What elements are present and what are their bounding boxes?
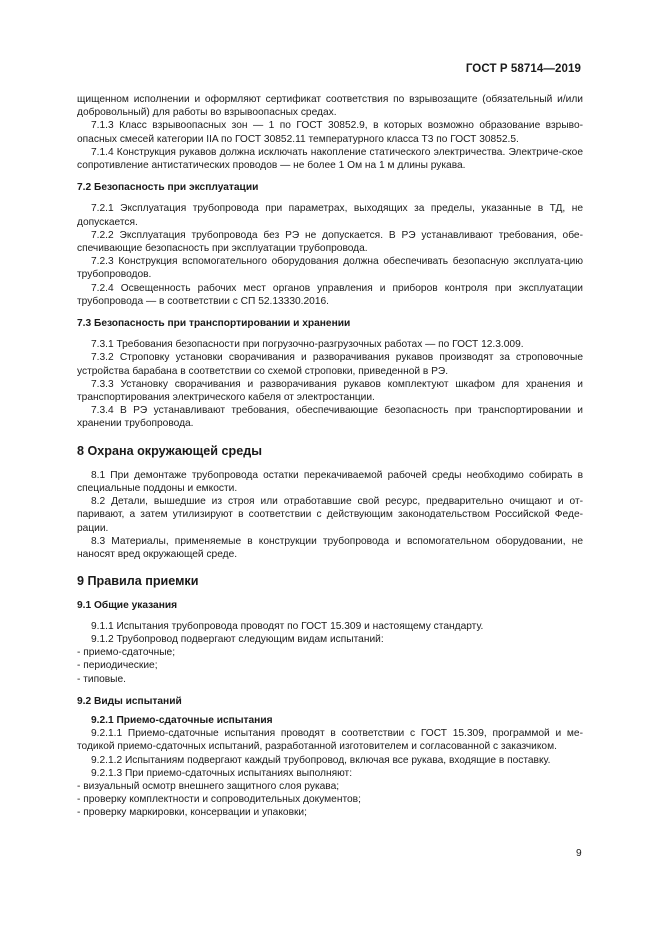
paragraph-9-2-1-1: 9.2.1.1 Приемо-сдаточные испытания проводят в соответствии с ГОСТ 15.309, программой и ме-тодикой приемо-сдаточных испытаний, разработанной изготовителем и согласованной с заказчиком.: [77, 728, 583, 753]
heading-section-9: 9 Правила приемки: [77, 574, 199, 589]
paragraph-7-3-1: 7.3.1 Требования безопасности при погрузочно-разгрузочных работах — по ГОСТ 12.3.009.: [91, 339, 524, 351]
heading-7-3: 7.3 Безопасность при транспортировании и хранении: [77, 318, 351, 330]
list-item: - периодические;: [77, 660, 158, 672]
paragraph-7-2-3: 7.2.3 Конструкция вспомогательного оборудования должна обеспечивать безопасную эксплуата-цию трубопроводов.: [77, 256, 583, 281]
paragraph-7-1-3: 7.1.3 Класс взрывоопасных зон — 1 по ГОСТ 30852.9, в которых возможно образование взрыво-опасных смесей категории IIA по ГОСТ 30852.11 температурного класса Т3 по ГОСТ 30852.5.: [77, 120, 583, 145]
paragraph-7-1-4: 7.1.4 Конструкция рукавов должна исключать накопление статического электричества. Электриче-ское сопротивление антистатических проводов — не более 1 Ом на 1 м длины рукава.: [77, 146, 583, 172]
page-number: 9: [576, 848, 582, 859]
paragraph-8-3: 8.3 Материалы, применяемые в конструкции трубопровода и вспомогательном оборудовании, не наносят вред окружающей среде.: [77, 535, 583, 561]
paragraph-9-2-1-3: 9.2.1.3 При приемо-сдаточных испытаниях выполняют:: [91, 767, 353, 779]
list-item: - визуальный осмотр внешнего защитного слоя рукава;: [77, 780, 340, 792]
list-item: - типовые.: [77, 673, 126, 685]
heading-9-2: 9.2 Виды испытаний: [77, 695, 182, 707]
paragraph-8-1: 8.1 При демонтаже трубопровода остатки перекачиваемой рабочей среды необходимо собирать в специальные поддоны и емкости.: [77, 469, 583, 495]
paragraph-7-3-4: 7.3.4 В РЭ устанавливают требования, обеспечивающие безопасность при транспортировании и хранении трубопровода.: [77, 405, 583, 430]
document-body: [77, 93, 583, 820]
paragraph-9-1-2: 9.1.2 Трубопровод подвергают следующим видам испытаний:: [91, 633, 384, 645]
paragraph-9-2-1-2: 9.2.1.2 Испытаниям подвергают каждый трубопровод, включая все рукава, входящие в поставку.: [91, 754, 551, 766]
page-header: ГОСТ Р 58714—2019: [465, 63, 581, 75]
paragraph-7-2-4: 7.2.4 Освещенность рабочих мест органов управления и приборов контроля при эксплуатации трубопровода — в соответствии с СП 52.13330.2016.: [77, 282, 583, 307]
paragraph-7-3-3: 7.3.3 Установку сворачивания и разворачивания рукавов комплектуют шкафом для хранения и транспортирования электрического кабеля от электростанции.: [77, 378, 583, 404]
heading-9-1: 9.1 Общие указания: [77, 599, 178, 611]
paragraph-7-2-2: 7.2.2 Эксплуатация трубопровода без РЭ не допускается. В РЭ устанавливают требования, обе-спечивающие безопасность при эксплуатации трубопровода.: [77, 229, 583, 255]
list-item: - проверку маркировки, консервации и упаковки;: [77, 807, 307, 819]
paragraph-7-3-2: 7.3.2 Строповку установки сворачивания и разворачивания рукавов производят за строповочные устройства барабана в соответствии со схемой строповки, приведенной в РЭ.: [77, 352, 583, 377]
heading-7-2: 7.2 Безопасность при эксплуатации: [77, 182, 259, 194]
paragraph-7-2-1: 7.2.1 Эксплуатация трубопровода при параметрах, выходящих за пределы, указанные в ТД, не допускается.: [77, 203, 583, 228]
heading-9-2-1: 9.2.1 Приемо-сдаточные испытания: [91, 714, 273, 726]
list-item: - приемо-сдаточные;: [77, 647, 176, 659]
heading-section-8: 8 Охрана окружающей среды: [77, 443, 262, 458]
paragraph-continuation: щищенном исполнении и оформляют сертификат соответствия по взрывозащите (обязательный и/или добровольный) для работы во взрывоопасных средах.: [77, 94, 583, 119]
paragraph-9-1-1: 9.1.1 Испытания трубопровода проводят по ГОСТ 15.309 и настоящему стандарту.: [91, 620, 484, 632]
list-item: - проверку комплектности и сопроводительных документов;: [77, 794, 361, 806]
paragraph-8-2: 8.2 Детали, вышедшие из строя или отработавшие свой ресурс, предварительно очищают и от-паривают, а затем утилизируют в соответствии с действующим законодательством Российской Феде-рации.: [77, 496, 583, 534]
